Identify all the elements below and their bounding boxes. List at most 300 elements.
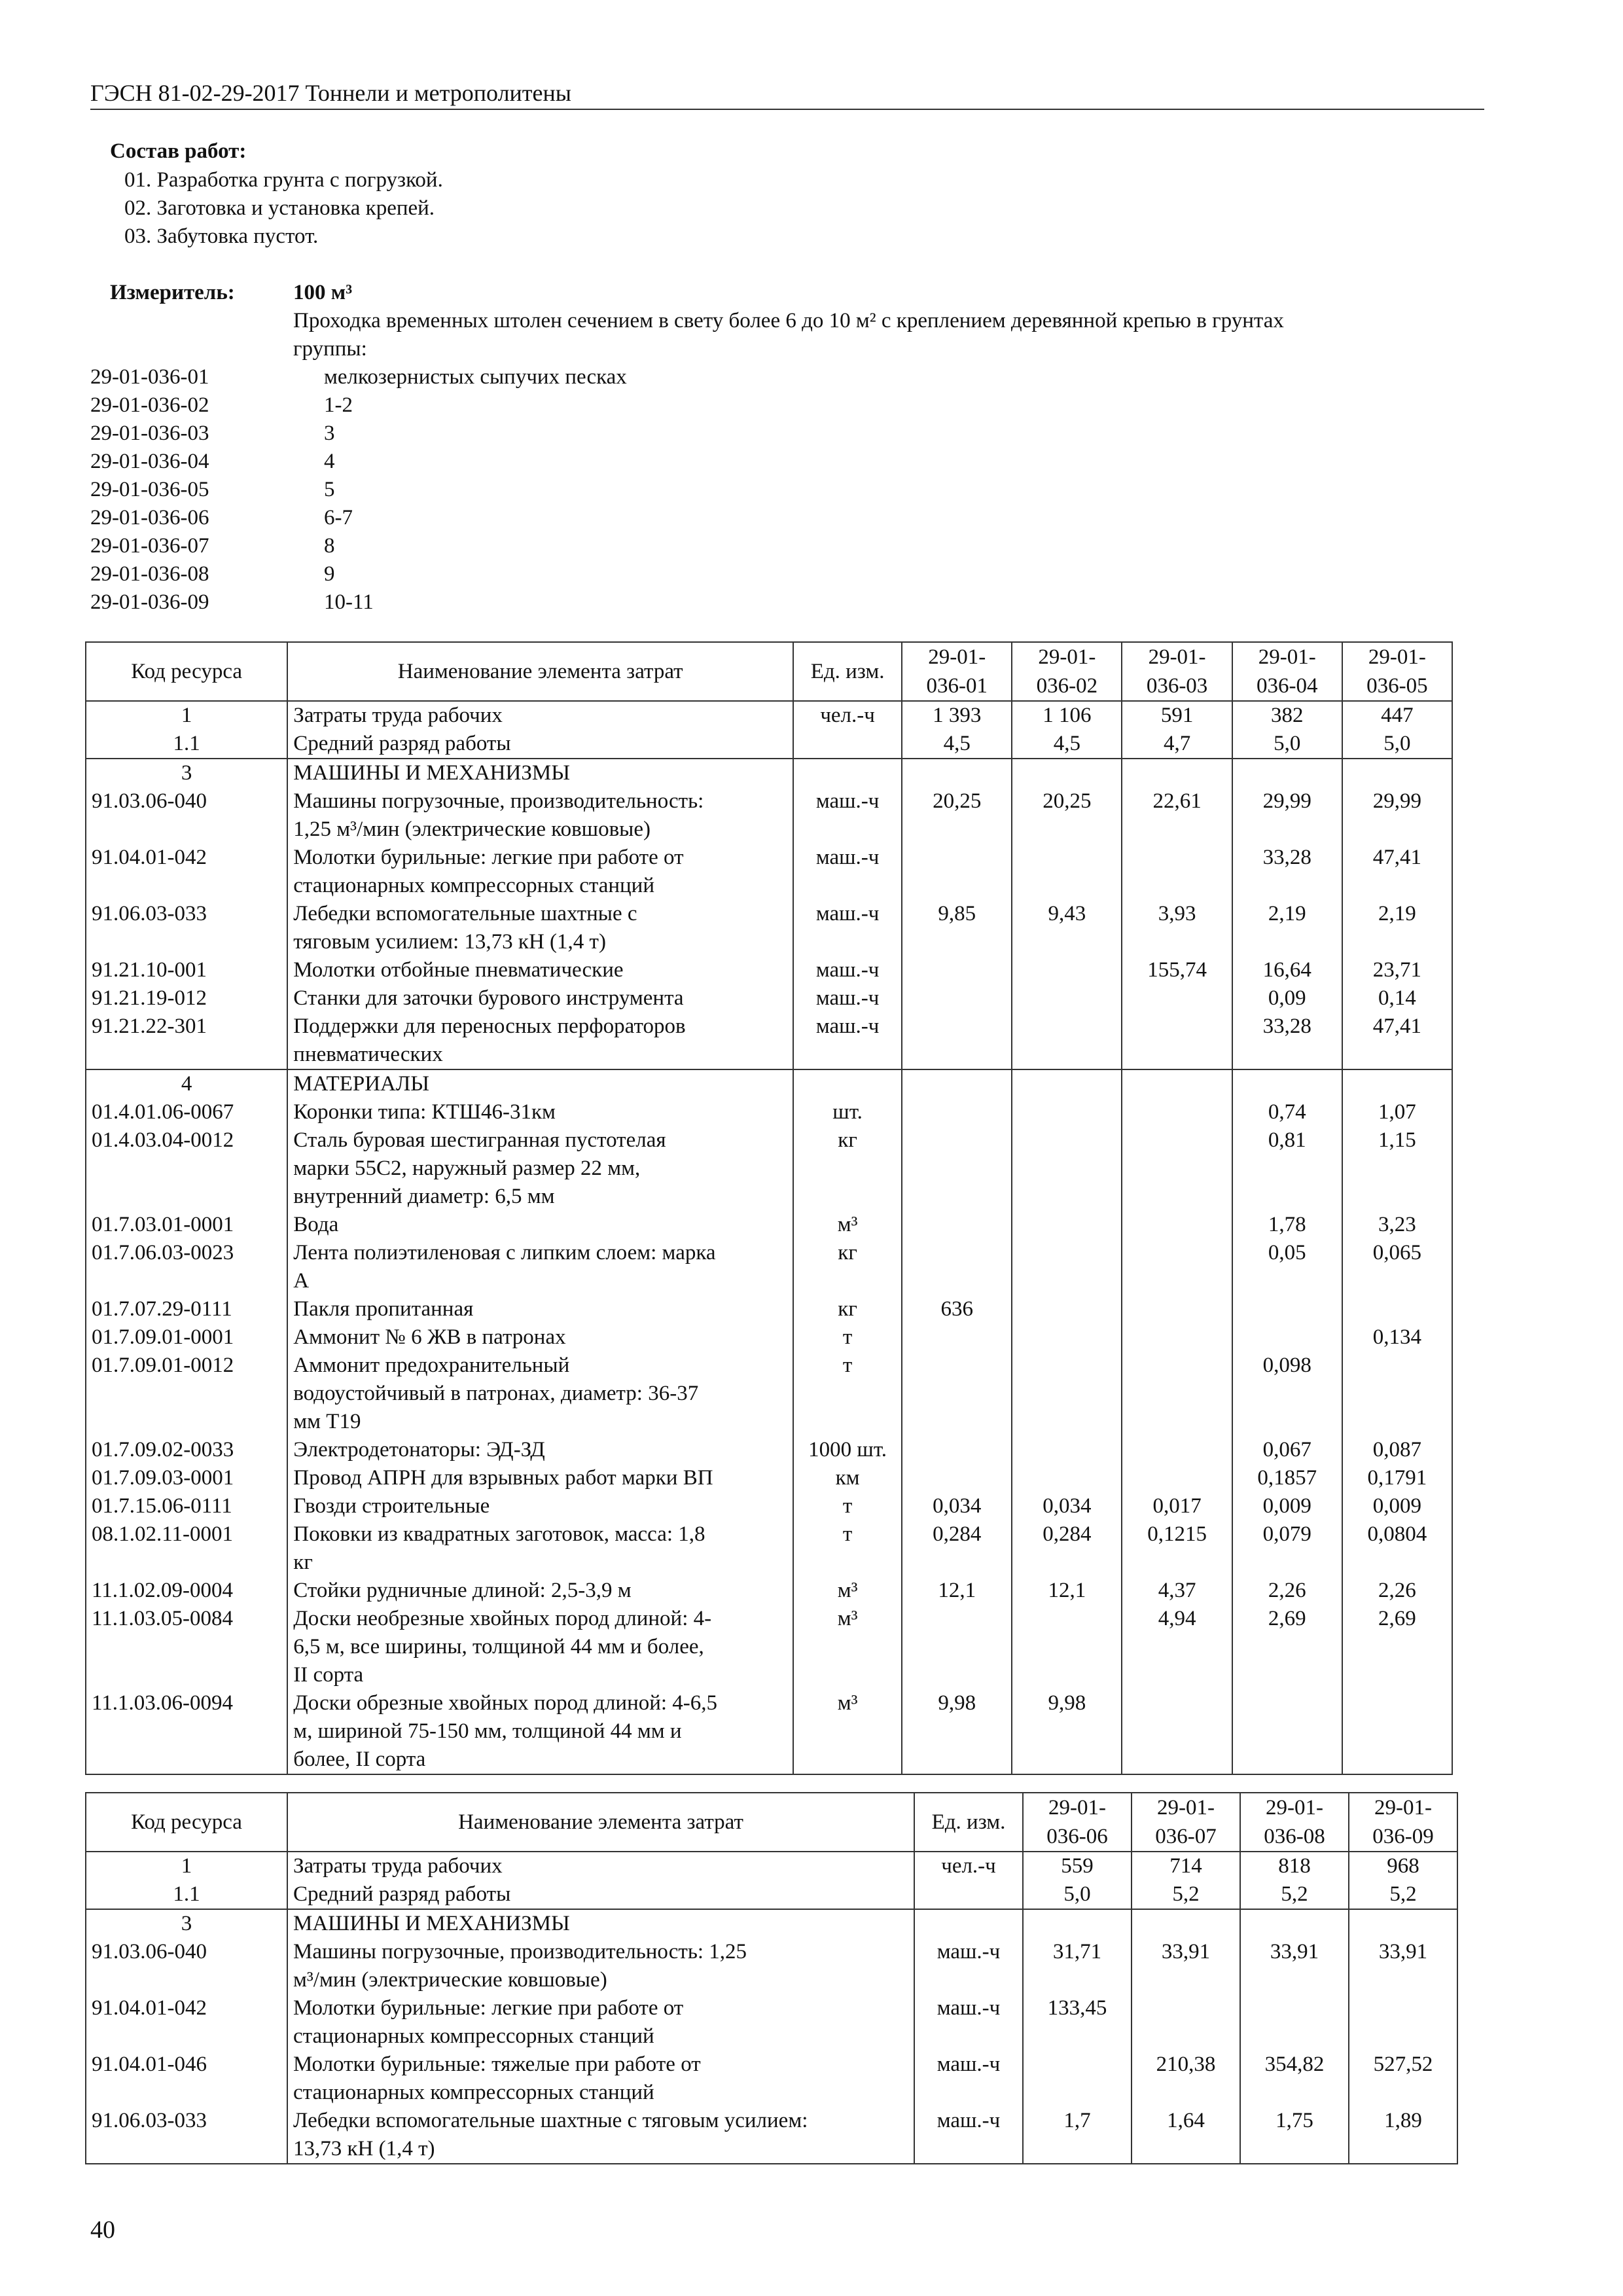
value-cell: 4,5 (1012, 730, 1122, 759)
value-cell: 0,087 (1342, 1436, 1452, 1464)
value-cell (1232, 1689, 1342, 1774)
value-cell (1122, 1126, 1232, 1211)
code-list-description: 5 (324, 478, 335, 501)
table-row (86, 730, 1452, 759)
resource-table-2 (85, 1792, 1458, 2164)
value-cell: 968 (1349, 1852, 1457, 1880)
value-cell (1122, 1098, 1232, 1126)
code-list-description: мелкозернистых сыпучих песках (324, 365, 627, 389)
table-row (86, 1994, 1457, 2051)
table-row (86, 984, 1452, 1013)
code-list-code: 29-01-036-07 (90, 534, 209, 558)
value-cell (1122, 984, 1232, 1013)
value-cell: 382 (1232, 701, 1342, 730)
resource-code: 91.06.03-033 (86, 2107, 287, 2164)
table-row (86, 1239, 1452, 1295)
code-list-description: 1-2 (324, 393, 353, 417)
value-cell (1012, 1069, 1122, 1098)
value-cell (902, 1126, 1012, 1211)
unit-cell: кг (793, 1126, 902, 1211)
value-cell: 4,37 (1122, 1577, 1232, 1605)
section-row (86, 1069, 1452, 1098)
column-header-code: 29-01- 036-06 (1023, 1793, 1132, 1852)
value-cell (1240, 1994, 1349, 2051)
value-cell (1012, 1605, 1122, 1689)
unit-cell: м³ (793, 1577, 902, 1605)
value-cell: 2,19 (1342, 900, 1452, 956)
resource-code: 11.1.02.09-0004 (86, 1577, 287, 1605)
value-cell: 1 106 (1012, 701, 1122, 730)
column-header: Наименование элемента затрат (287, 1793, 914, 1852)
value-cell (1012, 984, 1122, 1013)
table-row (86, 1852, 1457, 1880)
cost-element-name: Молотки бурильные: легкие при работе от стационарных компрессорных станций (287, 1994, 914, 2051)
code-list-code: 29-01-036-05 (90, 478, 209, 501)
meter-description: Проходка временных штолен сечением в свету более 6 до 10 м² с креплением деревянной крепью в грунтах (293, 309, 1284, 332)
cost-element-name: Аммонит предохранительный водоустойчивый в патронах, диаметр: 36-37 мм Т19 (287, 1352, 793, 1436)
column-header: Ед. изм. (914, 1793, 1023, 1852)
value-cell: 133,45 (1023, 1994, 1132, 2051)
table-row (86, 1464, 1452, 1492)
value-cell (902, 1352, 1012, 1436)
cost-element-name: Провод АПРН для взрывных работ марки ВП (287, 1464, 793, 1492)
cost-element-name: Лебедки вспомогательные шахтные с тяговым усилием: 13,73 кН (1,4 т) (287, 900, 793, 956)
resource-code: 1.1 (86, 730, 287, 759)
table-row (86, 1605, 1452, 1689)
cost-element-name: Молотки отбойные пневматические (287, 956, 793, 984)
column-header-code: 29-01- 036-03 (1122, 642, 1232, 701)
cost-element-name: Гвозди строительные (287, 1492, 793, 1520)
value-cell (1349, 1994, 1457, 2051)
resource-code: 91.03.06-040 (86, 1938, 287, 1994)
resource-code: 91.21.10-001 (86, 956, 287, 984)
unit-cell: т (793, 1492, 902, 1520)
value-cell: 0,05 (1232, 1239, 1342, 1295)
resource-code: 1 (86, 1852, 287, 1880)
table-row (86, 1938, 1457, 1994)
cost-element-name: Лента полиэтиленовая с липким слоем: марка А (287, 1239, 793, 1295)
value-cell: 0,81 (1232, 1126, 1342, 1211)
unit-cell: т (793, 1323, 902, 1352)
value-cell: 1,89 (1349, 2107, 1457, 2164)
composition-item: 01. Разработка грунта с погрузкой. (124, 168, 443, 192)
table-row (86, 1323, 1452, 1352)
value-cell: 0,009 (1232, 1492, 1342, 1520)
value-cell (902, 1464, 1012, 1492)
value-cell: 2,69 (1232, 1605, 1342, 1689)
value-cell: 714 (1132, 1852, 1240, 1880)
resource-code: 3 (86, 1909, 287, 1938)
value-cell: 0,09 (1232, 984, 1342, 1013)
value-cell: 559 (1023, 1852, 1132, 1880)
value-cell: 16,64 (1232, 956, 1342, 984)
code-list-description: 9 (324, 562, 335, 586)
value-cell: 2,19 (1232, 900, 1342, 956)
code-list-code: 29-01-036-04 (90, 450, 209, 473)
value-cell: 1,78 (1232, 1211, 1342, 1239)
value-cell: 3,23 (1342, 1211, 1452, 1239)
value-cell: 527,52 (1349, 2051, 1457, 2107)
value-cell: 33,28 (1232, 1013, 1342, 1069)
page-number: 40 (90, 2216, 115, 2244)
value-cell: 5,0 (1023, 1880, 1132, 1909)
unit-cell: маш.-ч (793, 984, 902, 1013)
value-cell (902, 1323, 1012, 1352)
cost-element-name: Вода (287, 1211, 793, 1239)
value-cell: 3,93 (1122, 900, 1232, 956)
value-cell: 155,74 (1122, 956, 1232, 984)
value-cell (1122, 1013, 1232, 1069)
table-row (86, 2051, 1457, 2107)
value-cell: 447 (1342, 701, 1452, 730)
unit-cell: маш.-ч (793, 1013, 902, 1069)
unit-cell: м³ (793, 1689, 902, 1774)
value-cell (1012, 956, 1122, 984)
value-cell (1232, 1323, 1342, 1352)
value-cell: 33,28 (1232, 844, 1342, 900)
value-cell: 5,2 (1132, 1880, 1240, 1909)
value-cell: 4,5 (902, 730, 1012, 759)
value-cell: 0,079 (1232, 1520, 1342, 1577)
unit-cell: маш.-ч (793, 956, 902, 984)
resource-code: 91.04.01-046 (86, 2051, 287, 2107)
value-cell: 22,61 (1122, 787, 1232, 844)
value-cell: 33,91 (1349, 1938, 1457, 1994)
value-cell: 2,69 (1342, 1605, 1452, 1689)
value-cell: 1 393 (902, 701, 1012, 730)
value-cell: 2,26 (1342, 1577, 1452, 1605)
cost-element-name: Молотки бурильные: легкие при работе от стационарных компрессорных станций (287, 844, 793, 900)
column-header: Наименование элемента затрат (287, 642, 793, 701)
column-header: Ед. изм. (793, 642, 902, 701)
unit-cell: 1000 шт. (793, 1436, 902, 1464)
value-cell: 0,134 (1342, 1323, 1452, 1352)
unit-cell: шт. (793, 1098, 902, 1126)
unit-cell (793, 730, 902, 759)
value-cell: 4,7 (1122, 730, 1232, 759)
value-cell (1122, 1239, 1232, 1295)
unit-cell: чел.-ч (793, 701, 902, 730)
value-cell: 0,284 (902, 1520, 1012, 1577)
value-cell (1012, 1436, 1122, 1464)
value-cell: 29,99 (1342, 787, 1452, 844)
cost-element-name: Лебедки вспомогательные шахтные с тяговым усилием: 13,73 кН (1,4 т) (287, 2107, 914, 2164)
composition-title: Состав работ: (110, 139, 247, 163)
resource-code: 91.06.03-033 (86, 900, 287, 956)
resource-code: 91.03.06-040 (86, 787, 287, 844)
resource-code: 3 (86, 759, 287, 787)
value-cell: 636 (902, 1295, 1012, 1323)
cost-element-name: Стойки рудничные длиной: 2,5-3,9 м (287, 1577, 793, 1605)
section-row (86, 759, 1452, 787)
value-cell (1012, 1211, 1122, 1239)
value-cell (1122, 1689, 1232, 1774)
value-cell (1012, 1239, 1122, 1295)
code-list-code: 29-01-036-03 (90, 422, 209, 445)
meter-label: Измеритель: (110, 281, 235, 304)
unit-cell: маш.-ч (793, 787, 902, 844)
page-header: ГЭСН 81-02-29-2017 Тоннели и метрополитены (90, 79, 1484, 110)
code-list-description: 8 (324, 534, 335, 558)
meter-value: 100 м³ (293, 281, 353, 304)
table-row (86, 1577, 1452, 1605)
cost-element-name: Аммонит № 6 ЖВ в патронах (287, 1323, 793, 1352)
unit-cell: маш.-ч (914, 1938, 1023, 1994)
unit-cell (914, 1880, 1023, 1909)
table-row (86, 1352, 1452, 1436)
unit-cell (793, 759, 902, 787)
cost-element-name: МАТЕРИАЛЫ (287, 1069, 793, 1098)
resource-code: 91.21.19-012 (86, 984, 287, 1013)
value-cell: 0,034 (902, 1492, 1012, 1520)
cost-element-name: Средний разряд работы (287, 730, 793, 759)
value-cell (1122, 1295, 1232, 1323)
value-cell (902, 984, 1012, 1013)
value-cell (1012, 1352, 1122, 1436)
value-cell: 1,7 (1023, 2107, 1132, 2164)
unit-cell: т (793, 1520, 902, 1577)
cost-element-name: Молотки бурильные: тяжелые при работе от стационарных компрессорных станций (287, 2051, 914, 2107)
column-header: Код ресурса (86, 1793, 287, 1852)
code-list-code: 29-01-036-08 (90, 562, 209, 586)
value-cell: 818 (1240, 1852, 1349, 1880)
value-cell (902, 1211, 1012, 1239)
value-cell (902, 1069, 1012, 1098)
value-cell: 9,98 (1012, 1689, 1122, 1774)
value-cell (1012, 759, 1122, 787)
code-list-description: 3 (324, 422, 335, 445)
value-cell (902, 1239, 1012, 1295)
table-row (86, 1126, 1452, 1211)
table-row (86, 1211, 1452, 1239)
table-row (86, 1295, 1452, 1323)
value-cell: 0,067 (1232, 1436, 1342, 1464)
table-row (86, 787, 1452, 844)
value-cell: 0,009 (1342, 1492, 1452, 1520)
value-cell: 0,284 (1012, 1520, 1122, 1577)
value-cell: 0,098 (1232, 1352, 1342, 1436)
code-list-description: 6-7 (324, 506, 353, 529)
value-cell: 33,91 (1132, 1938, 1240, 1994)
column-header-code: 29-01- 036-04 (1232, 642, 1342, 701)
value-cell (902, 1098, 1012, 1126)
section-row (86, 1909, 1457, 1938)
value-cell (1342, 1352, 1452, 1436)
resource-code: 1.1 (86, 1880, 287, 1909)
unit-cell: кг (793, 1295, 902, 1323)
unit-cell: м³ (793, 1605, 902, 1689)
value-cell (1023, 1909, 1132, 1938)
table-row (86, 1013, 1452, 1069)
value-cell (902, 759, 1012, 787)
value-cell: 0,14 (1342, 984, 1452, 1013)
unit-cell: маш.-ч (793, 900, 902, 956)
value-cell (902, 1605, 1012, 1689)
unit-cell: т (793, 1352, 902, 1436)
value-cell (1012, 1013, 1122, 1069)
cost-element-name: Сталь буровая шестигранная пустотелая марки 55С2, наружный размер 22 мм, внутренний диаметр: 6,5 мм (287, 1126, 793, 1211)
code-list-code: 29-01-036-01 (90, 365, 209, 389)
unit-cell: маш.-ч (914, 1994, 1023, 2051)
cost-element-name: Затраты труда рабочих (287, 701, 793, 730)
table-row (86, 1520, 1452, 1577)
value-cell: 5,2 (1349, 1880, 1457, 1909)
cost-element-name: МАШИНЫ И МЕХАНИЗМЫ (287, 1909, 914, 1938)
value-cell: 0,017 (1122, 1492, 1232, 1520)
value-cell (1012, 1464, 1122, 1492)
unit-cell (793, 1069, 902, 1098)
unit-cell: маш.-ч (793, 844, 902, 900)
resource-code: 01.4.03.04-0012 (86, 1126, 287, 1211)
table-row (86, 2107, 1457, 2164)
unit-cell: маш.-ч (914, 2107, 1023, 2164)
value-cell (1342, 1069, 1452, 1098)
cost-element-name: Поковки из квадратных заготовок, масса: 1,8 кг (287, 1520, 793, 1577)
value-cell: 0,0804 (1342, 1520, 1452, 1577)
cost-element-name: Машины погрузочные, производительность: 1,25 м³/мин (электрические ковшовые) (287, 787, 793, 844)
value-cell (1132, 1909, 1240, 1938)
value-cell: 0,065 (1342, 1239, 1452, 1295)
column-header-code: 29-01- 036-05 (1342, 642, 1452, 701)
resource-code: 01.7.09.01-0001 (86, 1323, 287, 1352)
value-cell (902, 956, 1012, 984)
code-list-description: 4 (324, 450, 335, 473)
value-cell: 9,85 (902, 900, 1012, 956)
value-cell (1232, 759, 1342, 787)
resource-code: 01.7.09.03-0001 (86, 1464, 287, 1492)
cost-element-name: Пакля пропитанная (287, 1295, 793, 1323)
value-cell: 9,43 (1012, 900, 1122, 956)
value-cell (1132, 1994, 1240, 2051)
value-cell: 2,26 (1232, 1577, 1342, 1605)
value-cell (902, 1436, 1012, 1464)
value-cell (1240, 1909, 1349, 1938)
code-list-code: 29-01-036-06 (90, 506, 209, 529)
value-cell (902, 1013, 1012, 1069)
value-cell: 47,41 (1342, 844, 1452, 900)
unit-cell (914, 1909, 1023, 1938)
resource-code: 01.7.03.01-0001 (86, 1211, 287, 1239)
value-cell (1122, 1436, 1232, 1464)
value-cell: 12,1 (1012, 1577, 1122, 1605)
value-cell: 0,034 (1012, 1492, 1122, 1520)
resource-code: 91.21.22-301 (86, 1013, 287, 1069)
value-cell: 0,74 (1232, 1098, 1342, 1126)
cost-element-name: Коронки типа: КТШ46-31км (287, 1098, 793, 1126)
table-row (86, 1492, 1452, 1520)
value-cell: 31,71 (1023, 1938, 1132, 1994)
value-cell (1122, 1211, 1232, 1239)
value-cell: 20,25 (902, 787, 1012, 844)
value-cell (1342, 1689, 1452, 1774)
resource-code: 11.1.03.06-0094 (86, 1689, 287, 1774)
unit-cell: м³ (793, 1211, 902, 1239)
unit-cell: маш.-ч (914, 2051, 1023, 2107)
value-cell: 5,0 (1232, 730, 1342, 759)
value-cell: 210,38 (1132, 2051, 1240, 2107)
column-header: Код ресурса (86, 642, 287, 701)
value-cell: 591 (1122, 701, 1232, 730)
value-cell: 12,1 (902, 1577, 1012, 1605)
unit-cell: км (793, 1464, 902, 1492)
table-row (86, 1880, 1457, 1909)
resource-code: 01.7.09.01-0012 (86, 1352, 287, 1436)
resource-code: 01.7.09.02-0033 (86, 1436, 287, 1464)
value-cell: 47,41 (1342, 1013, 1452, 1069)
value-cell (1349, 1909, 1457, 1938)
value-cell (1012, 1295, 1122, 1323)
code-list-code: 29-01-036-09 (90, 590, 209, 614)
table-row (86, 701, 1452, 730)
table-row (86, 1689, 1452, 1774)
resource-code: 91.04.01-042 (86, 1994, 287, 2051)
column-header-code: 29-01- 036-09 (1349, 1793, 1457, 1852)
cost-element-name: Доски обрезные хвойных пород длиной: 4-6,5 м, шириной 75-150 мм, толщиной 44 мм и более, II сорта (287, 1689, 793, 1774)
value-cell (1232, 1069, 1342, 1098)
cost-element-name: Поддержки для переносных перфораторов пневматических (287, 1013, 793, 1069)
value-cell (1122, 759, 1232, 787)
value-cell: 354,82 (1240, 2051, 1349, 2107)
resource-code: 08.1.02.11-0001 (86, 1520, 287, 1577)
composition-item: 03. Забутовка пустот. (124, 224, 319, 248)
value-cell (1023, 2051, 1132, 2107)
value-cell: 1,07 (1342, 1098, 1452, 1126)
value-cell: 0,1857 (1232, 1464, 1342, 1492)
value-cell: 5,2 (1240, 1880, 1349, 1909)
table-row (86, 900, 1452, 956)
table-row (86, 844, 1452, 900)
value-cell: 0,1215 (1122, 1520, 1232, 1577)
cost-element-name: Электродетонаторы: ЭД-ЗД (287, 1436, 793, 1464)
value-cell (1232, 1295, 1342, 1323)
resource-code: 1 (86, 701, 287, 730)
column-header-code: 29-01- 036-01 (902, 642, 1012, 701)
column-header-code: 29-01- 036-07 (1132, 1793, 1240, 1852)
value-cell (1122, 844, 1232, 900)
value-cell: 33,91 (1240, 1938, 1349, 1994)
value-cell (902, 844, 1012, 900)
value-cell: 1,64 (1132, 2107, 1240, 2164)
table-row (86, 956, 1452, 984)
unit-cell: кг (793, 1239, 902, 1295)
value-cell: 5,0 (1342, 730, 1452, 759)
resource-code: 01.7.15.06-0111 (86, 1492, 287, 1520)
resource-code: 91.04.01-042 (86, 844, 287, 900)
resource-code: 01.7.06.03-0023 (86, 1239, 287, 1295)
cost-element-name: Средний разряд работы (287, 1880, 914, 1909)
value-cell (1122, 1069, 1232, 1098)
value-cell (1122, 1352, 1232, 1436)
column-header-code: 29-01- 036-02 (1012, 642, 1122, 701)
value-cell: 29,99 (1232, 787, 1342, 844)
resource-table-1 (85, 641, 1453, 1775)
value-cell: 23,71 (1342, 956, 1452, 984)
unit-cell: чел.-ч (914, 1852, 1023, 1880)
column-header-code: 29-01- 036-08 (1240, 1793, 1349, 1852)
composition-item: 02. Заготовка и установка крепей. (124, 196, 435, 220)
table-row (86, 1436, 1452, 1464)
value-cell: 1,15 (1342, 1126, 1452, 1211)
value-cell (1012, 844, 1122, 900)
value-cell (1012, 1098, 1122, 1126)
code-list-code: 29-01-036-02 (90, 393, 209, 417)
value-cell: 1,75 (1240, 2107, 1349, 2164)
cost-element-name: МАШИНЫ И МЕХАНИЗМЫ (287, 759, 793, 787)
value-cell: 9,98 (902, 1689, 1012, 1774)
cost-element-name: Затраты труда рабочих (287, 1852, 914, 1880)
resource-code: 01.7.07.29-0111 (86, 1295, 287, 1323)
cost-element-name: Станки для заточки бурового инструмента (287, 984, 793, 1013)
